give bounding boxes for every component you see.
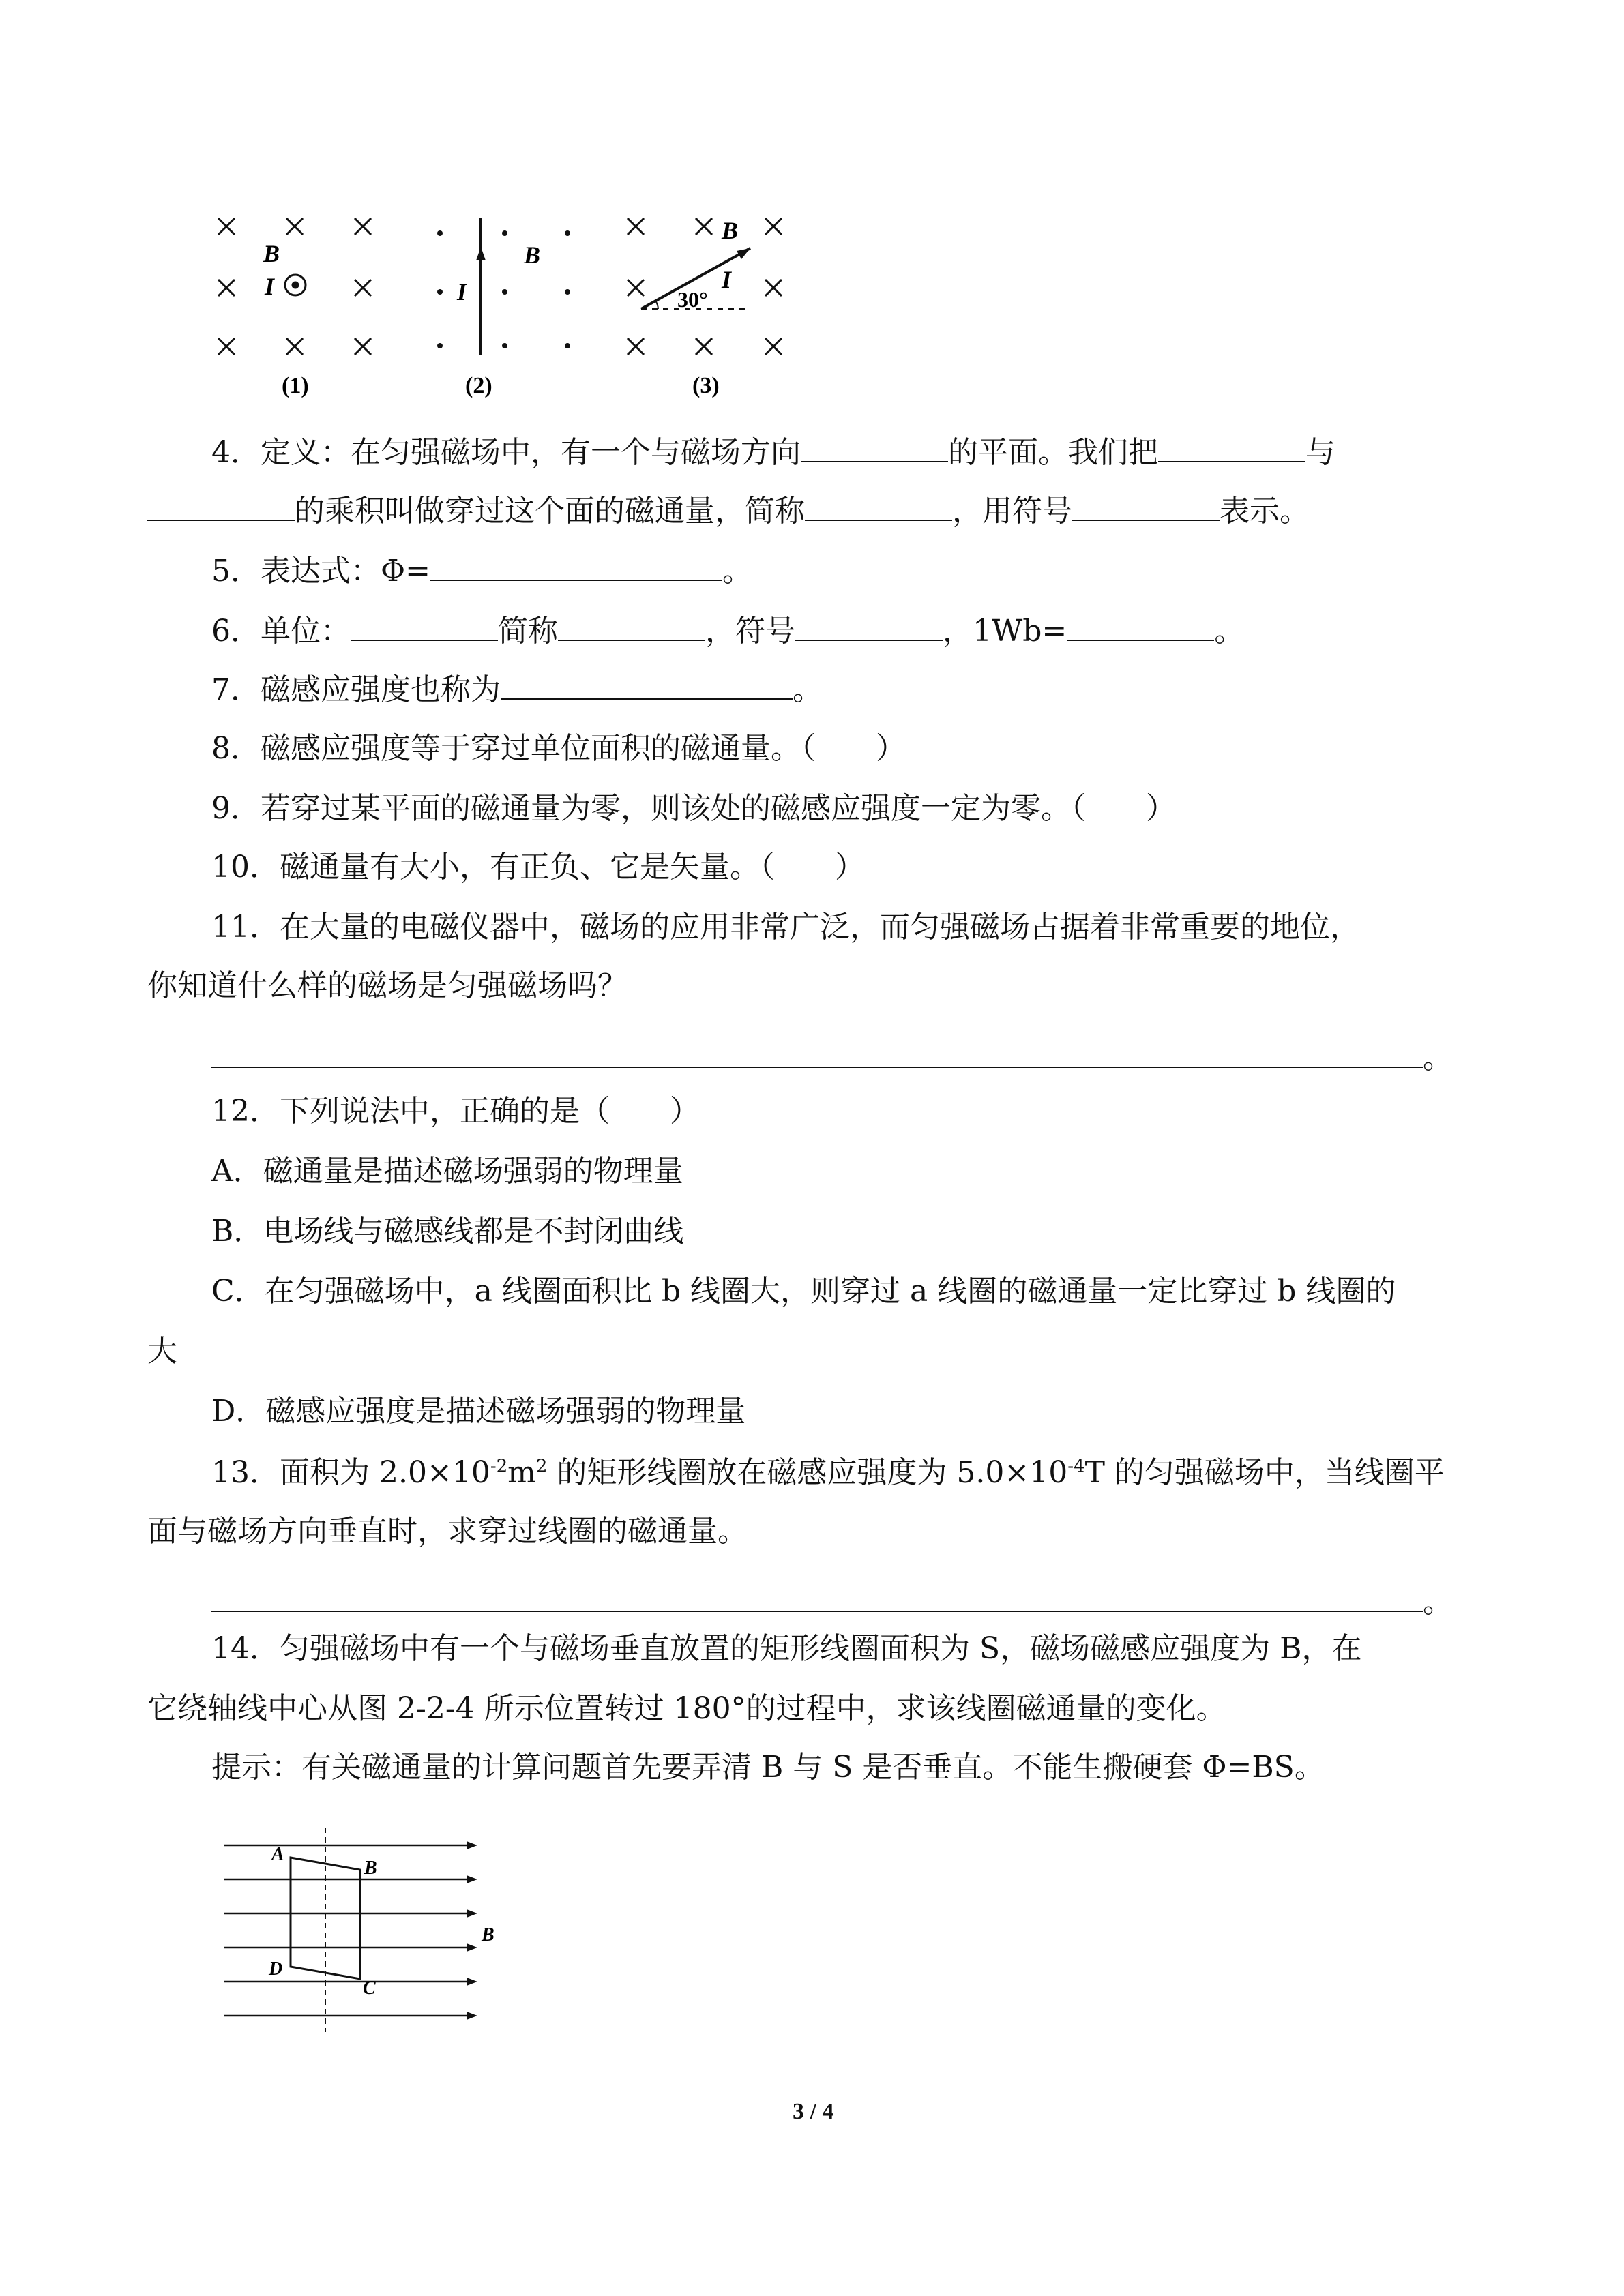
- diagram-1-caption: (1): [282, 373, 309, 398]
- q9: 9．若穿过某平面的磁通量为零，则该处的磁感应强度一定为零。（ ）: [211, 791, 1176, 826]
- coil-corner-d: D: [269, 1958, 283, 1980]
- page-number: 3 / 4: [793, 2099, 834, 2124]
- q13-blank[interactable]: [211, 1581, 1423, 1612]
- q11-blank[interactable]: [211, 1037, 1423, 1068]
- q6-blank-4[interactable]: [1067, 610, 1214, 641]
- coil-corner-b: B: [364, 1858, 377, 1879]
- q11-line-1: 11．在大量的电磁仪器中，磁场的应用非常广泛，而匀强磁场占据着非常重要的地位，: [211, 910, 1360, 944]
- coil-in-field-figure: [218, 1828, 505, 2032]
- diagram-1: [218, 218, 371, 355]
- q14-line-1: 14．匀强磁场中有一个与磁场垂直放置的矩形线圈面积为 S，磁场磁感应强度为 B，在: [211, 1631, 1362, 1666]
- q8: 8．磁感应强度等于穿过单位面积的磁通量。（ ）: [211, 731, 906, 766]
- diagram-1-label-b: B: [263, 240, 280, 267]
- q7: 7．磁感应强度也称为 。: [211, 668, 823, 711]
- q4-line-2: 的乘积叫做穿过这个面的磁通量，简称 ，用符号 表示。: [147, 490, 1310, 532]
- q12-option-d: D．磁感应强度是描述磁场强弱的物理量: [211, 1394, 746, 1429]
- q6-blank-3[interactable]: [795, 610, 943, 641]
- diagram-3-caption: (3): [692, 373, 720, 398]
- q6: 6．单位： 简称 ，符号 ，1Wb= 。: [211, 610, 1244, 652]
- diagram-2-label-b: B: [524, 241, 541, 269]
- q12-option-c-cont: 大: [147, 1334, 177, 1369]
- q11-answer-line: 。: [211, 1037, 1453, 1079]
- q10: 10．磁通量有大小，有正负、它是矢量。（ ）: [211, 850, 865, 884]
- q5: 5．表达式：Φ= 。: [211, 550, 752, 592]
- q5-blank[interactable]: [430, 550, 722, 581]
- q12-stem: 12．下列说法中，正确的是（ ）: [211, 1094, 700, 1129]
- q13-line-1: 13．面积为 $2.0\times 10^{-2}m^2$ 的矩形线圈放在磁感应强度为 $5.0\times 10^{-4}T$ 的匀强磁场中，当线圈平: [211, 1455, 1445, 1490]
- q4-blank-3[interactable]: [147, 490, 295, 521]
- diagram-2-caption: (2): [465, 373, 492, 398]
- coil-corner-a: A: [271, 1844, 284, 1865]
- q12-option-b: B．电场线与磁感线都是不封闭曲线: [211, 1214, 684, 1249]
- diagram-1-label-i: I: [265, 273, 275, 300]
- q11-line-2: 你知道什么样的磁场是匀强磁场吗？: [147, 968, 628, 1003]
- q6-blank-1[interactable]: [351, 610, 498, 641]
- q13-line-2: 面与磁场方向垂直时，求穿过线圈的磁通量。: [147, 1514, 748, 1549]
- q12-option-a: A．磁通量是描述磁场强弱的物理量: [211, 1154, 683, 1189]
- q14-hint: 提示：有关磁通量的计算问题首先要弄清 B 与 S 是否垂直。不能生搬硬套 Φ=BS。: [211, 1750, 1325, 1785]
- diagram-3-label-b: B: [722, 217, 739, 244]
- coil-corner-c: C: [363, 1978, 376, 1999]
- q12-option-c: C．在匀强磁场中，a 线圈面积比 b 线圈大，则穿过 a 线圈的磁通量一定比穿过 b 线圈的: [211, 1274, 1396, 1309]
- diagram-3-label-i: I: [722, 266, 732, 293]
- q14-line-2: 它绕轴线中心从图 2-2-4 所示位置转过 180°的过程中，求该线圈磁通量的变化。: [147, 1691, 1226, 1726]
- diagram-3-label-angle: 30°: [677, 287, 708, 312]
- q4-blank-4[interactable]: [805, 490, 952, 521]
- q4-blank-1[interactable]: [801, 431, 948, 462]
- q6-blank-2[interactable]: [558, 610, 705, 641]
- q4-blank-2[interactable]: [1158, 431, 1305, 462]
- q7-blank[interactable]: [501, 668, 793, 700]
- q4-blank-5[interactable]: [1072, 490, 1220, 521]
- magnetic-field-figures: [205, 205, 805, 409]
- field-label-b: B: [482, 1924, 494, 1945]
- q13-answer-line: 。: [211, 1581, 1453, 1623]
- diagram-3-arrowhead: [737, 248, 750, 259]
- diagram-3: [628, 218, 782, 355]
- q4-line-1: 4．定义：在匀强磁场中，有一个与磁场方向 的平面。我们把 与: [211, 431, 1335, 473]
- diagram-2-label-i: I: [457, 278, 467, 305]
